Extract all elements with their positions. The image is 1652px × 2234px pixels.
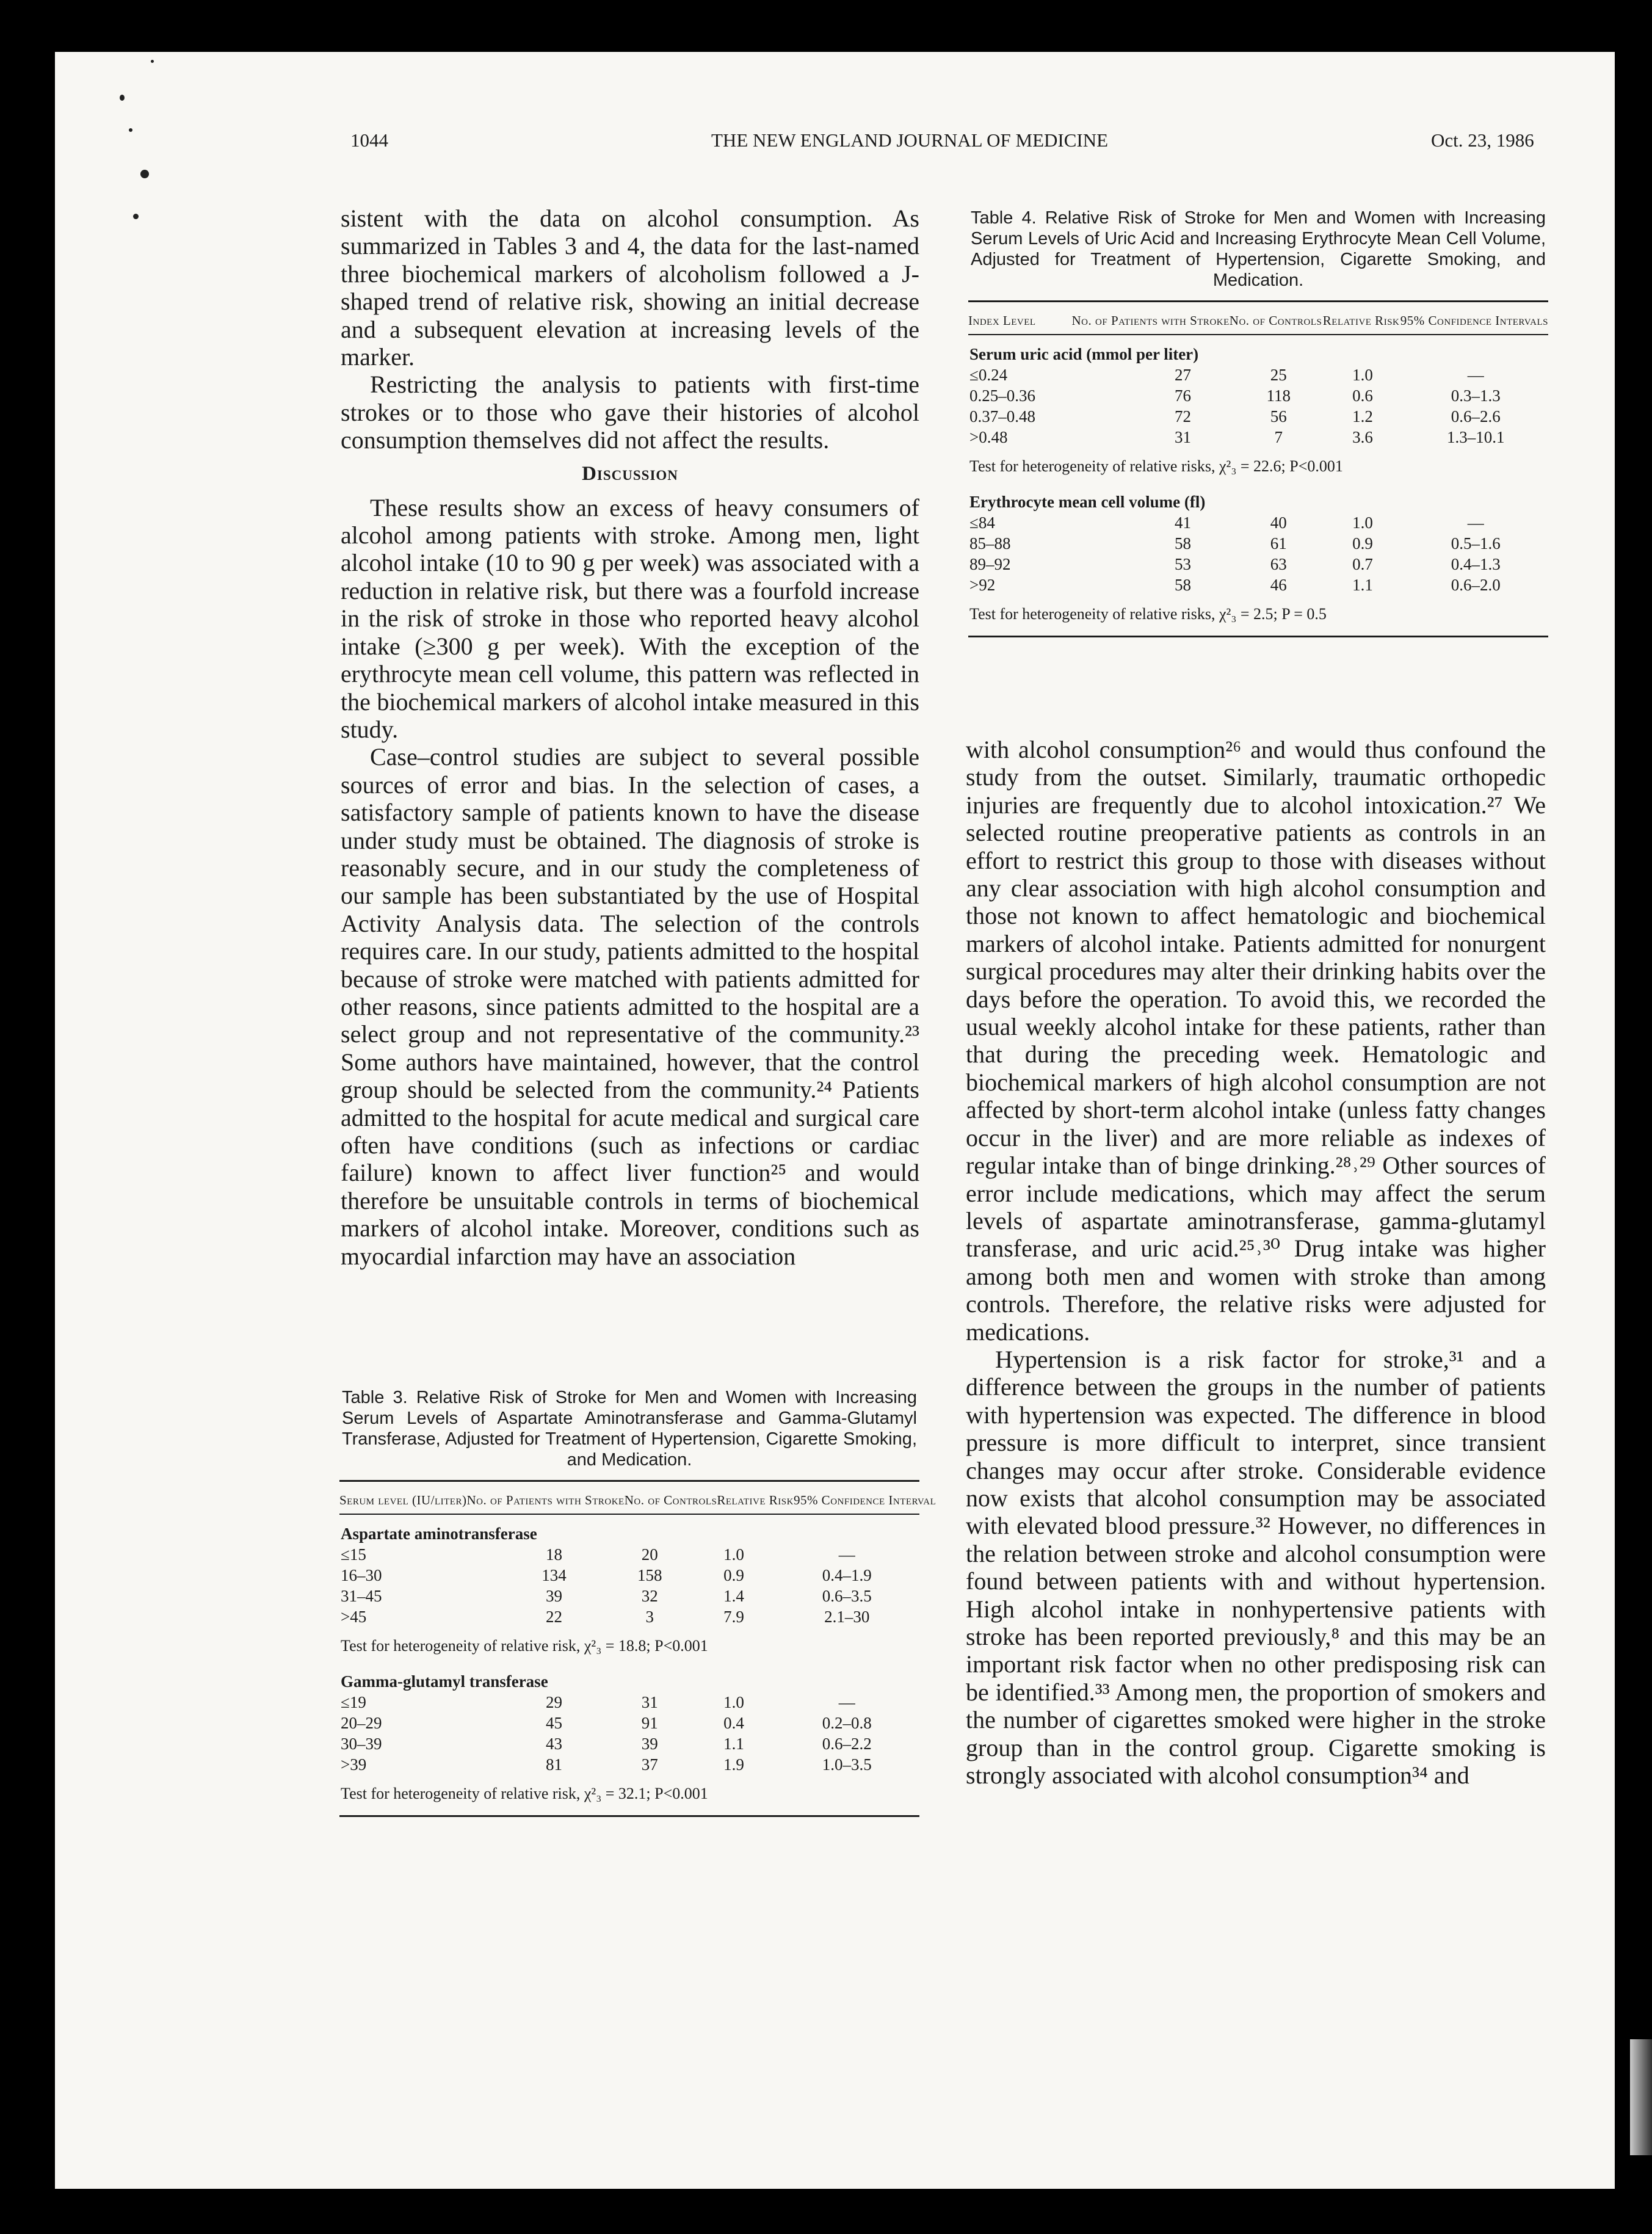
table-cell: 1.0 — [723, 1545, 744, 1564]
table-row — [339, 1733, 919, 1754]
table-row — [339, 1713, 919, 1733]
heterogeneity-test-row — [339, 1775, 919, 1810]
table-cell: 0.6–3.5 — [822, 1587, 872, 1605]
table-cell: 31 — [641, 1693, 658, 1711]
table-cell: 30–39 — [341, 1735, 382, 1753]
table-cell: 58 — [1175, 534, 1191, 553]
table-cell: 39 — [641, 1735, 658, 1753]
table-cell: 29 — [546, 1693, 562, 1711]
table-cell: 7 — [1274, 428, 1283, 446]
table-group-row — [339, 1663, 919, 1692]
column-header: 95% Confidence Interval — [793, 1493, 936, 1507]
table-cell: 118 — [1266, 386, 1291, 405]
column-header: Index Level — [968, 313, 1036, 328]
section-heading: Discussion — [582, 462, 678, 485]
table-cell: 134 — [542, 1566, 567, 1584]
table-cell: 91 — [641, 1714, 658, 1732]
group-title: Gamma-glutamyl transferase — [341, 1672, 548, 1691]
paragraph: sistent with the data on alcohol consumption. As summarized in Tables 3 and 4, the data for the last-named three biochemical markers of alcoholism followed a J-shaped trend of relative risk, showing an initial decrease and a subsequent elevation at increasing levels of the marker. — [341, 205, 919, 371]
table-cell: 37 — [641, 1755, 658, 1774]
table-cell: 72 — [1175, 407, 1191, 426]
table-cell: 158 — [637, 1566, 662, 1584]
table-cell: 89–92 — [969, 555, 1011, 573]
table-cell: 43 — [546, 1735, 562, 1753]
table-cell: >92 — [969, 576, 996, 594]
data-table-body — [339, 1515, 919, 1810]
table-cell: 46 — [1270, 576, 1287, 594]
table-cell: 76 — [1175, 386, 1191, 405]
table-row — [339, 1544, 919, 1565]
left-column — [341, 205, 919, 1270]
table-cell: 0.2–0.8 — [822, 1714, 872, 1732]
table-cell: 0.6–2.0 — [1451, 576, 1501, 594]
table-row — [968, 554, 1548, 575]
table-cell: 0.37–0.48 — [969, 407, 1035, 426]
column-header: No. of Patients with Stroke — [1071, 313, 1230, 328]
table-cell: 25 — [1270, 366, 1287, 384]
column-header: No. of Patients with Stroke — [466, 1493, 625, 1507]
issue-date: Oct. 23, 1986 — [1431, 129, 1534, 151]
table-cell: 1.3–10.1 — [1447, 428, 1505, 446]
paragraph: Case–control studies are subject to several possible sources of error and bias. In the selection of cases, a satisfactory sample of patients known to have the disease under study must be obtained. The diagnosis of stroke is reasonably secure, and in our study the completeness of our sample has been substantiated by the use of Hospital Activity Analysis data. The selection of the controls requires care. In our study, patients admitted to the hospital because of stroke were matched with patients admitted for other reasons, since patients admitted to the hospital are a select group and not representative of the community.²³ Some authors have maintained, however, that the control group should be selected from the community.²⁴ Patients admitted to the hospital for acute medical and surgical care often have conditions (such as infections or cardiac failure) known to affect liver function²⁵ and would therefore be unsuitable controls in terms of biochemical markers of alcohol intake. Moreover, conditions such as myocardial infarction may have an association — [341, 743, 919, 1270]
table-row — [968, 364, 1548, 385]
table-cell: 7.9 — [723, 1608, 744, 1626]
table-cell: 20–29 — [341, 1714, 382, 1732]
table-cell: 1.0 — [723, 1693, 744, 1711]
heterogeneity-test-row — [968, 595, 1548, 631]
table-cell: 0.6–2.2 — [822, 1735, 872, 1753]
table-cell: 0.6 — [1352, 386, 1373, 405]
table-cell: ≤84 — [969, 513, 995, 532]
table-row — [968, 533, 1548, 554]
table-cell: 0.3–1.3 — [1451, 386, 1501, 405]
column-header: No. of Controls — [624, 1493, 717, 1507]
journal-title: THE NEW ENGLAND JOURNAL OF MEDICINE — [711, 129, 1109, 151]
table-group-row — [968, 335, 1548, 364]
table-cell: — — [838, 1545, 855, 1564]
heterogeneity-test-row — [339, 1627, 919, 1663]
heterogeneity-test: Test for heterogeneity of relative risk, χ²₃ = 18.8; P<0.001 — [341, 1637, 708, 1655]
table-row — [968, 385, 1548, 406]
table-cell: 32 — [641, 1587, 658, 1605]
table-row — [968, 575, 1548, 595]
table-cell: 16–30 — [341, 1566, 382, 1584]
column-header: Serum level (IU/liter) — [339, 1493, 467, 1507]
table-cell: 27 — [1175, 366, 1191, 384]
table-4 — [968, 208, 1548, 637]
table-caption: Table 4. Relative Risk of Stroke for Men and Women with Increasing Serum Levels of Uric Acid and Increasing Erythrocyte Mean Cell Volume, Adjusted for Treatment of Hypertension, Cigarette Smoking, and Medication. — [971, 208, 1546, 290]
data-table — [339, 1482, 936, 1514]
table-cell: 1.9 — [723, 1755, 744, 1774]
table-cell: 39 — [546, 1587, 562, 1605]
table-cell: 3.6 — [1352, 428, 1373, 446]
table-row — [339, 1586, 919, 1606]
table-cell: 85–88 — [969, 534, 1011, 553]
paragraph: Hypertension is a risk factor for stroke,³¹ and a difference between the groups in the number of patients with hypertension was expected. The difference in blood pressure is more difficult to interpret, since transient changes may occur after stroke. Considerable evidence now exists that alcohol consumption may be associated with elevated blood pressure.³² However, no differences in the relation between stroke and alcohol consumption were found between patients with and without hypertension. High alcohol intake in nonhypertensive patients with stroke has been reported previously,⁸ and this may be an important risk factor when no other predisposing risk can be identified.³³ Among men, the proportion of smokers and the number of cigarettes smoked were higher in the stroke group than in the control group. Cigarette smoking is strongly associated with alcohol consumption³⁴ and — [966, 1345, 1546, 1790]
table-cell: — — [1467, 513, 1484, 532]
table-cell: — — [1467, 366, 1484, 384]
group-title: Serum uric acid (mmol per liter) — [969, 345, 1199, 363]
table-row — [968, 427, 1548, 448]
heterogeneity-test-row — [968, 448, 1548, 483]
table-cell: ≤19 — [341, 1693, 366, 1711]
column-header: 95% Confidence Intervals — [1400, 313, 1548, 328]
table-row — [339, 1606, 919, 1627]
table-cell: 40 — [1270, 513, 1287, 532]
table-cell: 41 — [1175, 513, 1191, 532]
table-cell: 1.1 — [723, 1735, 744, 1753]
table-cell: 20 — [641, 1545, 658, 1564]
group-title: Aspartate aminotransferase — [341, 1525, 537, 1543]
table-cell: 0.4–1.9 — [822, 1566, 872, 1584]
table-cell: 31 — [1175, 428, 1191, 446]
table-cell: 1.0–3.5 — [822, 1755, 872, 1774]
table-cell: 61 — [1270, 534, 1287, 553]
table-cell: 1.0 — [1352, 366, 1373, 384]
table-cell: 0.6–2.6 — [1451, 407, 1501, 426]
table-rule — [968, 636, 1548, 637]
column-header: Relative Risk — [1322, 313, 1400, 328]
table-cell: >45 — [341, 1608, 367, 1626]
table-cell: 0.25–0.36 — [969, 386, 1035, 405]
paragraph: with alcohol consumption²⁶ and would thus confound the study from the outset. Similarly, traumatic orthopedic injuries are frequently due to alcohol intoxication.²⁷ We selected routine preoperative patients as controls in an effort to restrict this group to those with diseases without any clear association with high alcohol consumption and those not known to affect hematologic and biochemical markers of alcohol intake. Patients admitted for nonurgent surgical procedures may alter their drinking habits over the days before the operation. To avoid this, we recorded the usual weekly alcohol intake for these patients, rather than that during the preceding week. Hematologic and biochemical markers of high alcohol consumption are not affected by short-term alcohol intake (unless fatty changes occur in the liver) and are more reliable as indexes of regular intake than of binge drinking.²⁸˒²⁹ Other sources of error include medications, which may affect the serum levels of aspartate aminotransferase, gamma-glutamyl transferase, and uric acid.²⁵˒³⁰ Drug intake was higher among both men and women with stroke than among controls. Therefore, the relative risks were adjusted for medications. — [966, 736, 1546, 1346]
column-header: Relative Risk — [717, 1493, 794, 1507]
table-cell: 2.1–30 — [824, 1608, 870, 1626]
table-row — [968, 406, 1548, 427]
table-cell: 18 — [546, 1545, 562, 1564]
table-row — [339, 1692, 919, 1713]
margin-speck — [133, 214, 139, 219]
table-cell: 58 — [1175, 576, 1191, 594]
table-cell: 53 — [1175, 555, 1191, 573]
table-row — [339, 1754, 919, 1775]
heterogeneity-test: Test for heterogeneity of relative risks, χ²₃ = 2.5; P = 0.5 — [969, 605, 1327, 623]
paragraph: These results show an excess of heavy consumers of alcohol among patients with stroke. Among men, light alcohol intake (10 to 90 g per week) was associated with a reduction in relative risk, but there was a fourfold increase in the risk of stroke in those who reported heavy alcohol intake (≥300 g per week). With the exception of the erythrocyte mean cell volume, this pattern was reflected in the biochemical markers of alcohol intake measured in this study. — [341, 493, 919, 743]
table-cell: 0.7 — [1352, 555, 1373, 573]
table-cell: — — [838, 1693, 855, 1711]
table-caption: Table 3. Relative Risk of Stroke for Men and Women with Increasing Serum Levels of Aspartate Aminotransferase and Gamma-Glutamyl Transferase, Adjusted for Treatment of Hypertension, Cigarette Smoking, and Medication. — [342, 1388, 917, 1470]
table-cell: ≤0.24 — [969, 366, 1008, 384]
table-cell: 1.2 — [1352, 407, 1373, 426]
table-cell: 0.9 — [723, 1566, 744, 1584]
margin-speck — [151, 60, 154, 63]
column-header: No. of Controls — [1229, 313, 1322, 328]
page-number: 1044 — [350, 129, 388, 151]
table-cell: >39 — [341, 1755, 367, 1774]
table-row — [339, 1565, 919, 1586]
heterogeneity-test: Test for heterogeneity of relative risks, χ²₃ = 22.6; P<0.001 — [969, 457, 1343, 475]
right-column — [966, 736, 1546, 1789]
table-cell: 63 — [1270, 555, 1287, 573]
data-table — [968, 302, 1548, 334]
group-title: Erythrocyte mean cell volume (fl) — [969, 493, 1206, 511]
table-row — [968, 512, 1548, 533]
table-cell: 56 — [1270, 407, 1287, 426]
table-cell: 81 — [546, 1755, 562, 1774]
margin-speck — [120, 95, 125, 101]
table-cell: 0.9 — [1352, 534, 1373, 553]
table-cell: 1.0 — [1352, 513, 1373, 532]
table-cell: >0.48 — [969, 428, 1008, 446]
table-group-row — [339, 1515, 919, 1544]
margin-speck — [140, 170, 149, 178]
table-cell: 1.4 — [723, 1587, 744, 1605]
table-cell: 0.5–1.6 — [1451, 534, 1501, 553]
table-cell: 1.1 — [1352, 576, 1373, 594]
margin-speck — [129, 128, 132, 132]
table-cell: 31–45 — [341, 1587, 382, 1605]
table-cell: 0.4 — [723, 1714, 744, 1732]
table-cell: 3 — [645, 1608, 654, 1626]
table-cell: ≤15 — [341, 1545, 366, 1564]
table-3 — [339, 1387, 936, 1817]
table-cell: 0.4–1.3 — [1451, 555, 1501, 573]
table-rule — [339, 1815, 919, 1817]
table-cell: 22 — [546, 1608, 562, 1626]
table-group-row — [968, 483, 1548, 512]
table-cell: 45 — [546, 1714, 562, 1732]
data-table-body — [968, 335, 1548, 631]
heterogeneity-test: Test for heterogeneity of relative risk, χ²₃ = 32.1; P<0.001 — [341, 1785, 708, 1802]
paragraph: Restricting the analysis to patients with first-time strokes or to those who gave their histories of alcohol consumption themselves did not affect the results. — [341, 371, 919, 454]
scan-shadow — [1630, 2039, 1652, 2155]
